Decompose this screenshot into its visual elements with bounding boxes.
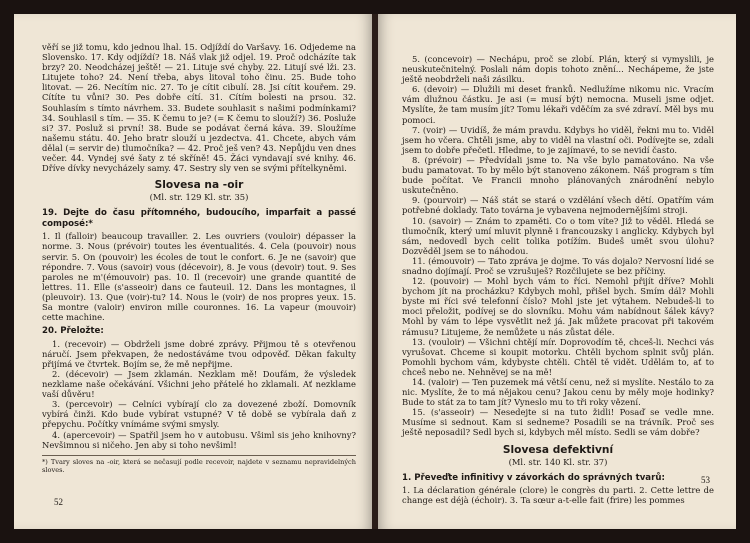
exercise-20-item: 4. (apercevoir) — Spatřil jsem ho v autobusu. Všiml sis jeho knihovny? Nevšimnou si ničeho. Jen aby si toho nevšiml!	[42, 429, 356, 450]
page-number-left: 52	[54, 497, 63, 507]
exercise-1-title: 1. Převeďte infinitivy v závorkách do správných tvarů:	[402, 472, 665, 483]
exercise-item: 15. (s'asseoir) — Nesedejte si na tuto židli! Posaď se vedle mne. Musíme si sednout. Kam si sedneme? Posadili se na trávník. Proč ses ještě neposadil? Sedl bych si, kdybych měl místo. Sedli se vám dobře?	[402, 407, 714, 438]
exercise-item: 13. (vouloir) — Všichni chtějí mír. Doprovodím tě, chceš-li. Nechci vás vyrušovat. Chceme si koupit motorku. Chtěli bychom splnit svůj plán. Pomohli bychom vám, kdybyste chtěli. Chtěl tě vidět. Udělám to, ať to chceš nebo ne. Nehněvej se na mě!	[402, 336, 714, 377]
exercise-19-text: 1. Il (falloir) beaucoup travailler. 2. Les ouvriers (vouloir) dépasser la norme. 3. Nous (prévoir) toutes les éventualités. 4. Cela (pouvoir) nous servir. 5. On (pouvoir) les écoles de tout le confort. 6. Je ne (savoir) que répondre. 7. Vous (savoir) vous (décevoir), 8. Je vous (devoir) tout. 9. Ses paroles ne m'(émouvoir) pas. 10. Il (recevoir) une grande quantité de lettres. 11. Elle (s'asseoir) dans ce fauteuil. 12. Dans les montagnes, il (pleuvoir). 13. Que (voir)-tu? 14. Nous le (voir) de nos propres yeux. 15. Sa montre (valoir) environ mille couronnes. 16. La vapeur (mouvoir) cette machine.	[42, 231, 356, 323]
exercise-item: 5. (concevoir) — Nechápu, proč se zlobí. Plán, který si vymyslili, je neuskutečnitelný. Poslali nám dopis tohoto znění... Nechápeme, že jste ještě neobdrželi naši zásilku.	[402, 54, 714, 85]
exercise-item: 6. (devoir) — Dlužili mi deset franků. Nedlužíme nikomu nic. Vracím vám dlužnou částku. Je asi (= musí být) nemocna. Museli jsme odjet. Myslíte, že tam musím jít? Tomu lékaři vděčím za své zdraví. Měl bys mu pomoci.	[402, 84, 714, 125]
right-page-content	[402, 54, 714, 505]
exercise-19-title: 19. Dejte do času přítomného, budoucího, imparfait a passé composé:*	[42, 208, 356, 229]
exercise-20-item: 1. (recevoir) — Obdrželi jsme dobré zprávy. Přijmou tě s otevřenou náručí. Jsem překvapen, že nedostáváme tvou odpověď. Děkan fakulty přijímá ve čtvrtek. Bojím se, že mě nepřijme.	[42, 338, 356, 369]
footnote: *) Tvary sloves na -oir, která se nečasují podle recevoir, najdete v seznamu nepravidelných sloves.	[42, 455, 356, 474]
exercise-item: 14. (valoir) — Ten puzemek má větší cenu, než si myslíte. Nestálo to za nic. Myslíte, že to má nějakou cenu? Jakou cenu by měly moje hodinky? Bude to stát za to tam jít? Vyneslo mu to tři roky vězení.	[402, 377, 714, 408]
exercise-20-title: 20. Přeložte:	[42, 326, 104, 337]
intro-text: věří se již tomu, kdo jednou lhal. 15. Odjíždí do Varšavy. 16. Odjedeme na Slovensko. 17. Kdy odjíždí? 18. Náš vlak již odjel. 19. Proč odcházíte tak brzy? 20. Neodcházej ještě! — 21. Lituje své chyby. 22. Litují své lži. 23. Litujete toho? 24. Není třeba, abys litoval toho činu. 25. Bude toho litovat. — 26. Necítím nic. 27. To je cítit cibulí. 28. Jsi cítit kouřem. 29. Cítíte tu vůni? 30. Pes dobře cítí. 31. Cítím bolesti na prsou. 32. Souhlasím s tímto návrhem. 33. Budete souhlasit s našimi podmínkami? 34. Souhlasil s tím. — 35. K čemu to je? (= K čemu to slouží?) 36. Posluže si? 37. Posluž si první! 38. Bude se podávat černá káva. 39. Sloužíme našemu státu. 40. Jeho bratr slouží u jezdectva. 41. Chcete, abych vám dělal (= servir de) tlumočníka? — 42. Proč ješ ven? 43. Nepůjdu ven dnes večer. 44. Vyndej své šaty z té skříně! 45. Žáci vyndavají své knihy. 46. Dříve dívky nevycházely samy. 47. Sestry sly ven se svými přítelkyněmi.	[42, 42, 356, 174]
page-number-right: 53	[701, 475, 710, 485]
section-title: Slovesa defektivní	[502, 443, 614, 456]
exercise-item: 8. (prévoir) — Předvídali jsme to. Na vše bylo pamatováno. Na vše budu pamatovat. To by mělo být stanoveno zákonem. Náš program s tím bude počítat. Ve Francii mnoho plánovaných znárodnění nebylo uskutečněno.	[402, 154, 714, 196]
book-spread	[14, 14, 736, 529]
section-reference: (Ml. str. 140 Kl. str. 37)	[508, 456, 608, 467]
exercise-item: 10. (savoir) — Znám to zpaměti. Co o tom víte? Již to věděl. Hledá se tlumočník, který umí mluvit plynně i francouzsky i anglicky. Kdybych byl sám, nedovedl bych celit tolika potížím. Budeš umět svou úlohu? Dozvěděl jsem se to náhodou.	[402, 215, 714, 256]
exercise-item: 12. (pouvoir) — Mohl bych vám to říci. Nemohl přijít dříve? Mohli bychom jít na procházku? Kdybych mohl, přišel bych. Smím dál? Mohli byste mi říci své telefonní číslo? Mohl jste jet výtahem. Nebudeš-li to moci přeložit, podívej se do slovníku. Mohu vám nabídnout šálek kávy? Mohl by vám to lépe vysvětlit než já. Jak můžete pracovat při takovém rámusu? Litujeme, že nemůžete u nás zůstat déle.	[402, 276, 714, 337]
left-page-content	[42, 42, 356, 474]
right-page	[378, 14, 736, 529]
exercise-20-item: 2. (décevoir) — Jsem zklamán. Nezklam mě! Doufám, že výsledek nezklame naše očekávání. Všichni jeho přátelé ho zklamali. Ať nezklame vaší důvěru!	[42, 368, 356, 400]
left-page	[14, 14, 372, 529]
section-reference: (Ml. str. 129 Kl. str. 35)	[149, 192, 249, 203]
exercise-item: 9. (pourvoir) — Náš stát se stará o vzdělání všech dětí. Opatřím vám potřebné doklady. Tato továrna je vybavena nejmodernějšími stroji.	[402, 195, 714, 216]
section-title: Slovesa na -oir	[154, 179, 244, 192]
exercise-1-text: 1. La déclaration générale (clore) le congrès du parti. 2. Cette lettre de change est déjà (échoir). 3. Ta sœur a-t-elle fait (frire) les pommes	[402, 485, 714, 506]
exercise-item: 11. (émouvoir) — Tato zpráva je dojme. To vás dojalo? Nervosní lidé se snadno dojímají. Proč se vzrušuješ? Rozčilujete se bez příčiny.	[402, 255, 714, 276]
exercise-20-item: 3. (percevoir) — Celníci vybírají clo za dovezené zboží. Domovník vybírá činži. Kdo bude vybírat vstupné? V tě době se vybírala daň z přepychu. Počítky vnímáme svými smysly.	[42, 399, 356, 430]
exercise-item: 7. (voir) — Uvidíš, že mám pravdu. Kdybys ho viděl, řekni mu to. Viděl jsem ho včera. Chtěli jsme, aby to viděl na vlastní oči. Podívejte se, zdali jsem to dobře přečetl. Hledme, to je zajímavé, to se nevidí často.	[402, 124, 714, 155]
